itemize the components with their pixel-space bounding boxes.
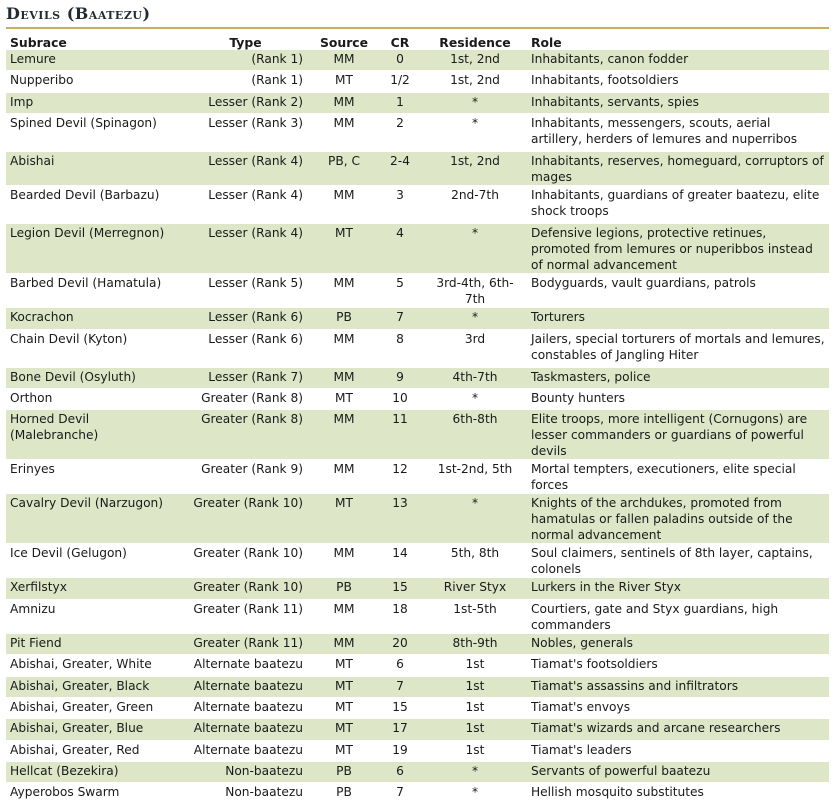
cell-type: Greater (Rank 10) [184,544,311,578]
cell-residence: * [423,92,527,113]
cell-subrace: Nupperibo [6,71,184,92]
cell-residence: * [423,388,527,409]
cell-role: Servants of powerful baatezu [527,762,829,783]
cell-role: Tiamat's envoys [527,697,829,718]
cell-source: MM [311,186,377,224]
cell-residence: 1st-5th [423,599,527,633]
table-row [6,224,829,274]
cell-source: MT [311,719,377,740]
cell-residence: 1st-2nd, 5th [423,460,527,494]
cell-subrace: Abishai, Greater, Black [6,676,184,697]
cell-source: PB, C [311,152,377,186]
table-row [6,697,829,718]
cell-type: Lesser (Rank 6) [184,308,311,329]
cell-cr: 8 [377,329,423,367]
cell-source: MT [311,224,377,274]
cell-source: MT [311,71,377,92]
table-row [6,460,829,494]
cell-residence: 1st, 2nd [423,50,527,71]
cell-role: Bounty hunters [527,388,829,409]
cell-source: MT [311,676,377,697]
cell-type: Alternate baatezu [184,719,311,740]
cell-residence: 5th, 8th [423,544,527,578]
cell-cr: 13 [377,494,423,544]
cell-cr: 4 [377,224,423,274]
table-row [6,578,829,599]
devils-table [6,34,829,805]
cell-residence: 4th-7th [423,367,527,388]
cell-cr: 20 [377,633,423,654]
table-row [6,655,829,676]
cell-role: Nobles, generals [527,633,829,654]
table-row [6,308,829,329]
cell-type: Lesser (Rank 2) [184,92,311,113]
cell-type: Alternate baatezu [184,740,311,761]
cell-subrace: Abishai, Greater, Green [6,697,184,718]
cell-source: PB [311,308,377,329]
cell-type: Alternate baatezu [184,655,311,676]
cell-type: Lesser (Rank 4) [184,152,311,186]
table-row [6,114,829,152]
cell-source: MM [311,599,377,633]
cell-residence: River Styx [423,578,527,599]
column-header-residence: Residence [439,35,511,50]
cell-role: Courtiers, gate and Styx guardians, high commanders [527,599,829,633]
cell-subrace: Abishai, Greater, Red [6,740,184,761]
cell-cr: 17 [377,719,423,740]
cell-role: Tiamat's assassins and infiltrators [527,676,829,697]
page-title: Devils (Baatezu) [6,4,151,23]
cell-role: Inhabitants, guardians of greater baatezu, elite shock troops [527,186,829,224]
table-row [6,367,829,388]
cell-cr: 14 [377,544,423,578]
cell-type: (Rank 1) [184,50,311,71]
cell-role: Lurkers in the River Styx [527,578,829,599]
table-row [6,719,829,740]
table-row [6,50,829,71]
cell-type: (Rank 1) [184,71,311,92]
cell-source: MM [311,633,377,654]
cell-cr: 3 [377,186,423,224]
cell-subrace: Amnizu [6,599,184,633]
cell-cr: 15 [377,697,423,718]
cell-subrace: Barbed Devil (Hamatula) [6,274,184,308]
cell-type: Non-baatezu [184,762,311,783]
cell-residence: * [423,224,527,274]
cell-type: Lesser (Rank 7) [184,367,311,388]
cell-cr: 0 [377,50,423,71]
cell-role: Inhabitants, footsoldiers [527,71,829,92]
cell-type: Lesser (Rank 4) [184,186,311,224]
column-header-subrace: Subrace [10,35,67,50]
table-row [6,388,829,409]
cell-role: Tiamat's footsoldiers [527,655,829,676]
cell-type: Lesser (Rank 4) [184,224,311,274]
cell-role: Inhabitants, canon fodder [527,50,829,71]
cell-type: Lesser (Rank 5) [184,274,311,308]
cell-cr: 6 [377,655,423,676]
cell-role: Hellish mosquito substitutes [527,783,829,804]
cell-role: Inhabitants, reserves, homeguard, corruptors of mages [527,152,829,186]
cell-subrace: Legion Devil (Merregnon) [6,224,184,274]
cell-type: Non-baatezu [184,783,311,804]
cell-role: Torturers [527,308,829,329]
cell-residence: * [423,783,527,804]
cell-residence: 3rd [423,329,527,367]
cell-residence: 1st, 2nd [423,152,527,186]
cell-role: Soul claimers, sentinels of 8th layer, captains, colonels [527,544,829,578]
cell-type: Alternate baatezu [184,697,311,718]
cell-role: Tiamat's wizards and arcane researchers [527,719,829,740]
cell-role: Inhabitants, servants, spies [527,92,829,113]
cell-residence: 1st, 2nd [423,71,527,92]
cell-subrace: Spined Devil (Spinagon) [6,114,184,152]
cell-subrace: Bearded Devil (Barbazu) [6,186,184,224]
table-body [6,50,829,804]
cell-source: PB [311,762,377,783]
cell-subrace: Imp [6,92,184,113]
cell-source: MM [311,92,377,113]
cell-residence: 3rd-4th, 6th-7th [423,274,527,308]
cell-cr: 19 [377,740,423,761]
column-header-type: Type [229,35,262,50]
cell-role: Jailers, special torturers of mortals and lemures, constables of Jangling Hiter [527,329,829,367]
cell-source: MM [311,460,377,494]
table-row [6,274,829,308]
cell-subrace: Bone Devil (Osyluth) [6,367,184,388]
cell-role: Knights of the archdukes, promoted from hamatulas or fallen paladins outside of the normal advancement [527,494,829,544]
cell-role: Bodyguards, vault guardians, patrols [527,274,829,308]
cell-type: Greater (Rank 9) [184,460,311,494]
cell-residence: * [423,494,527,544]
cell-residence: 6th-8th [423,410,527,460]
cell-type: Lesser (Rank 3) [184,114,311,152]
table-row [6,152,829,186]
cell-type: Lesser (Rank 6) [184,329,311,367]
cell-source: MT [311,655,377,676]
cell-subrace: Chain Devil (Kyton) [6,329,184,367]
cell-source: MT [311,494,377,544]
table-row [6,410,829,460]
cell-subrace: Xerfilstyx [6,578,184,599]
cell-subrace: Ayperobos Swarm [6,783,184,804]
cell-cr: 12 [377,460,423,494]
cell-role: Mortal tempters, executioners, elite special forces [527,460,829,494]
cell-source: MT [311,388,377,409]
cell-subrace: Cavalry Devil (Narzugon) [6,494,184,544]
cell-source: MM [311,50,377,71]
cell-role: Inhabitants, messengers, scouts, aerial artillery, herders of lemures and nuperribos [527,114,829,152]
cell-source: MM [311,329,377,367]
title-divider [6,27,829,29]
cell-cr: 6 [377,762,423,783]
cell-cr: 9 [377,367,423,388]
cell-subrace: Ice Devil (Gelugon) [6,544,184,578]
cell-role: Tiamat's leaders [527,740,829,761]
cell-cr: 2-4 [377,152,423,186]
table-row [6,762,829,783]
table-row [6,676,829,697]
cell-subrace: Orthon [6,388,184,409]
cell-cr: 11 [377,410,423,460]
cell-cr: 7 [377,308,423,329]
cell-residence: 8th-9th [423,633,527,654]
cell-type: Greater (Rank 11) [184,599,311,633]
cell-cr: 18 [377,599,423,633]
cell-residence: 1st [423,676,527,697]
cell-type: Greater (Rank 8) [184,410,311,460]
table-row [6,633,829,654]
cell-cr: 7 [377,783,423,804]
cell-source: MM [311,367,377,388]
table-row [6,544,829,578]
cell-cr: 5 [377,274,423,308]
table-row [6,71,829,92]
cell-source: MM [311,274,377,308]
cell-subrace: Horned Devil (Malebranche) [6,410,184,460]
cell-cr: 2 [377,114,423,152]
column-header-cr: CR [390,35,410,50]
cell-role: Defensive legions, protective retinues, promoted from lemures or nuperibbos instead of normal advancement [527,224,829,274]
cell-subrace: Kocrachon [6,308,184,329]
cell-cr: 1 [377,92,423,113]
cell-subrace: Pit Fiend [6,633,184,654]
table-row [6,92,829,113]
column-header-role: Role [531,35,562,50]
cell-cr: 10 [377,388,423,409]
table-header-row [6,34,829,50]
cell-cr: 15 [377,578,423,599]
cell-residence: 1st [423,740,527,761]
cell-cr: 7 [377,676,423,697]
cell-role: Taskmasters, police [527,367,829,388]
cell-subrace: Hellcat (Bezekira) [6,762,184,783]
cell-type: Greater (Rank 11) [184,633,311,654]
cell-residence: 2nd-7th [423,186,527,224]
cell-residence: * [423,114,527,152]
cell-type: Greater (Rank 8) [184,388,311,409]
cell-residence: 1st [423,655,527,676]
cell-source: MM [311,544,377,578]
cell-source: MT [311,740,377,761]
cell-source: PB [311,783,377,804]
cell-subrace: Abishai, Greater, Blue [6,719,184,740]
table-row [6,599,829,633]
cell-residence: 1st [423,719,527,740]
cell-subrace: Lemure [6,50,184,71]
cell-residence: * [423,308,527,329]
cell-source: MT [311,697,377,718]
cell-cr: 1/2 [377,71,423,92]
cell-type: Greater (Rank 10) [184,578,311,599]
table-row [6,740,829,761]
cell-subrace: Abishai, Greater, White [6,655,184,676]
table-row [6,329,829,367]
table-row [6,783,829,804]
cell-source: MM [311,114,377,152]
cell-subrace: Abishai [6,152,184,186]
cell-role: Elite troops, more intelligent (Cornugons) are lesser commanders or guardians of powerful devils [527,410,829,460]
cell-residence: 1st [423,697,527,718]
cell-type: Greater (Rank 10) [184,494,311,544]
table-row [6,186,829,224]
table-row [6,494,829,544]
cell-source: PB [311,578,377,599]
cell-type: Alternate baatezu [184,676,311,697]
cell-residence: * [423,762,527,783]
cell-source: MM [311,410,377,460]
column-header-source: Source [319,35,369,50]
cell-subrace: Erinyes [6,460,184,494]
